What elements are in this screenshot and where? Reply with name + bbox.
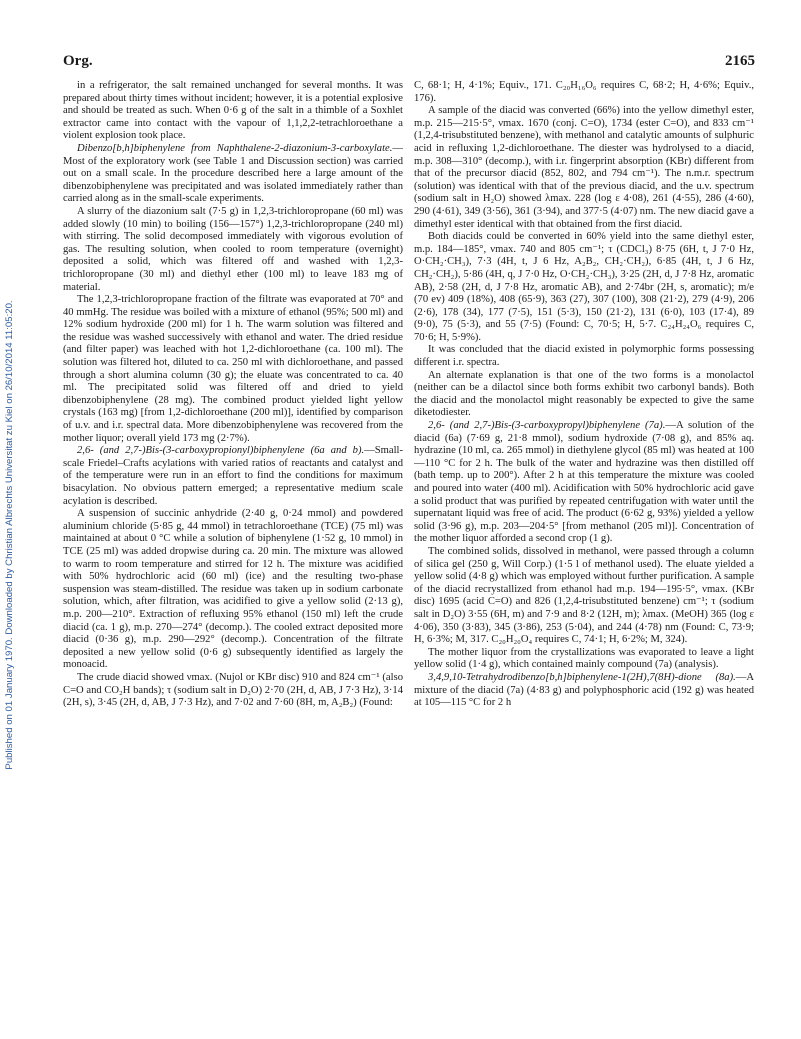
section-paragraph <box>63 445 403 508</box>
paragraph-text: Both diacids could be converted in 60% yield into the same diethyl ester, m.p. 184—185°, νmax. 740 and 805 cm⁻¹; τ (CDCl₃) 8·75 (6H, t, J 7·0 Hz, O·CH₂·CH₃), 7·3 (4H, t, J 6 Hz, A₂B₂, CH₂·CH₂), 6·85 (4H, t, J 6 Hz, CH₂·CH₂), 5·86 (4H, q, J 7·0 Hz, O·CH₂·CH₃), 3·25 (2H, d, J 7·8 Hz, aromatic AB), 2·58 (2H, d, J 7·8 Hz, aromatic AB), and 2·74br (2H, s, aromatic); m/e (70 ev) 409 (18%), 408 (65·9), 363 (27), 307 (100), 308 (21·2), 279 (4·9), 206 (2·6), 178 (34), 177 (7·5), 151 (5·3), 150 (21·2), 131 (6·0), 103 (17·4), 89 (9·0), 75 (5·3), and 55 (7·5) (Found: C, 70·5; H, 5·7. C₂₄H₂₄O₆ requires C, 70·6; H, 5·9%). <box>414 231 754 343</box>
paragraph-text: —A solution of the diacid (6a) (7·69 g, 21·8 mmol), sodium hydroxide (7·08 g), and 85% aq. hydrazine (10 ml, ca. 265 mmol) in diethylene glycol (85 ml) was heated at 100—110 °C for 2 h. The bulk of the water and hydrazine was then distilled off (bath temp. up to 200°). After 2 h at this temperature the mixture was cooled and poured into water (400 ml). Acidification with 50% hydrochloric acid gave a solid product that was purified by repeated centrifugation with water until the supernatant liquid was free of acid. The product (6·62 g, 93%) yielded a yellow solid (3·96 g), m.p. 203—204·5° [from methanol (205 ml)]. Concentration of the mother liquor afforded a second crop (1 g). <box>414 420 754 545</box>
paragraph <box>414 647 754 672</box>
paragraph-text: The mother liquor from the crystallizations was evaporated to leave a light yellow solid (1·4 g), which contained mainly compound (7a) (analysis). <box>414 646 754 671</box>
paragraph <box>414 370 754 420</box>
paragraph-text: A sample of the diacid was converted (66%) into the yellow dimethyl ester, m.p. 215—215·5°, νmax. 1670 (conj. C=O), 1734 (ester C=O), and 833 cm⁻¹ (1,2,4-trisubstituted benzene), with methanol and catalytic amounts of sulphuric acid in refluxing 1,2-dichloroethane. The diester was hydrolysed to a diacid, m.p. 308—310° (decomp.), with i.r. fingerprint absorption (KBr) different from that of the precursor diacid (852, 802, and 794 cm⁻¹). The n.m.r. spectrum (solution) was identical with that of the previous diacid, and the u.v. spectrum (sodium salt in H₂O) showed λmax. 228 (log ε 4·08), 261 (4·55), 286 (4·60), 290 (4·61), 349 (3·56), 361 (3·94), and 377·5 (4·07) nm. The new diacid gave a dimethyl ester identical with that obtained from the first diacid. <box>414 105 754 230</box>
section-paragraph <box>63 143 403 206</box>
paragraph <box>414 231 754 344</box>
paragraph-text: in a refrigerator, the salt remained unchanged for several months. It was prepared about thirty times without incident; however, it is a potential explosive and should be treated as such. When 0·6 g of the salt in a thimble of a Soxhlet extractor came into contact with the vapour of 1,1,2,2-tetrachloroethane a violent explosion took place. <box>63 80 403 142</box>
journal-section-label: Org. <box>63 53 93 69</box>
download-watermark <box>3 175 19 895</box>
section-paragraph <box>414 420 754 546</box>
paragraph-text: C, 68·1; H, 4·1%; Equiv., 171. C₂₀H₁₆O₆ requires C, 68·2; H, 4·6%; Equiv., 176). <box>414 80 754 104</box>
right-column <box>414 80 754 710</box>
paragraph-text: An alternate explanation is that one of the two forms is a monolactol (neither can be a dilactol since both forms exhibit two carbonyl bands). Both the diacid and the monolactol might reasonably be expected to give the same diketodiester. <box>414 369 754 419</box>
paragraph-text: It was concluded that the diacid existed in polymorphic forms possessing different i.r. spectra. <box>414 344 754 369</box>
section-heading: 2,6- (and 2,7-)Bis-(3-carboxypropionyl)biphenylene (6a and b). <box>77 445 365 457</box>
paragraph <box>414 105 754 231</box>
left-column <box>63 80 403 710</box>
paragraph-text: A suspension of succinic anhydride (2·40 g, 0·24 mmol) and powdered aluminium chloride (5·85 g, 44 mmol) in tetrachloroethane (TCE) (75 ml) was maintained at about 0 °C while a solution of biphenylene (1·52 g, 10 mmol) in TCE (25 ml) was added dropwise during ca. 20 min. The mixture was allowed to warm to room temperature and stirred for 12 h. The mixture was acidified with 50% hydrochloric acid (60 ml) (ice) and the resulting two-phase suspension was steam-distilled. The residue was taken up in sodium carbonate solution, which, after filtration, was acidified to give a yellow solid (2·13 g), m.p. 200—210°. Extraction of refluxing 95% ethanol (150 ml) left the crude diacid (ca. 1 g), m.p. 270—274° (decomp.). The cooled extract deposited more diacid (0·36 g), m.p. 290—292° (decomp.). Concentration of the filtrate deposited a new yellow solid (0·6 g) subsequently identified as largely the monoacid. <box>63 508 403 671</box>
paragraph <box>414 546 754 647</box>
paragraph <box>63 672 403 710</box>
section-heading: 3,4,9,10-Tetrahydrodibenzo[b,h]biphenylene-1(2H),7(8H)-dione (8a). <box>428 671 736 683</box>
paragraph <box>414 80 754 105</box>
paragraph-text: The 1,2,3-trichloropropane fraction of the filtrate was evaporated at 70° and 40 mmHg. The residue was boiled with a mixture of ethanol (95%; 500 ml) and 12% sodium hydroxide (200 ml) for 1 h. The warm solution was filtered and the residue was washed successively with ethanol and water. The dried residue (and filter paper) was leached with hot 1,2-dichloroethane (ca. 100 ml). The solution was filtered hot, diluted to ca. 250 ml with dichloroethane, and passed through a short alumina column (30 g); the eluate was concentrated to ca. 40 ml. The precipitated solid was filtered off and dried to yield dibenzobiphenylene (28 mg). The combined product yielded light yellow crystals (163 mg) [from 1,2-dichloroethane (200 ml)], identified by comparison of u.v. and i.r. spectral data. More dibenzobiphenylene was recovered from the mother liquor; overall yield 173 mg (2·7%). <box>63 294 403 444</box>
paragraph <box>63 80 403 143</box>
paragraph-text: —A mixture of the diacid (7a) (4·83 g) and polyphosphoric acid (192 g) was heated at 105—115 °C for 2 h <box>414 671 754 709</box>
paragraph <box>63 508 403 672</box>
paragraph-text: The combined solids, dissolved in methanol, were passed through a column of silica gel (250 g, Will Corp.) (1·5 l of methanol used). The eluate yielded a yellow solid (4·8 g) which was employed without further purification. A sample of the diacid recrystallized from ethanol had m.p. 194—195·5°, νmax. (KBr disc) 1695 (acid C=O) and 826 (1,2,4-trisubstituted benzene) cm⁻¹; τ (sodium salt in D₂O) 3·55 (6H, m) and 7·9 and 8·2 (12H, m); λmax. (MeOH) 365 (log ε 4·06), 350 (3·83), 345 (3·86), 253 (5·04), and 244 (4·78) nm (Found: C, 73·9; H, 6·3%; M, 317. C₂₀H₂₀O₄ requires C, 74·1; H, 6·2%; M, 324). <box>414 545 754 646</box>
paragraph <box>63 206 403 294</box>
paragraph-text: A slurry of the diazonium salt (7·5 g) in 1,2,3-trichloropropane (60 ml) was added slowly (10 min) to boiling (156—157°) 1,2,3-trichloropropane (240 ml) with stirring. The solid decomposed immediately with vigorous evolution of gas. The resulting solution, when cooled to room temperature (overnight) deposited a solid, which was filtered off and washed with 1,2,3-trichloropropane (30 ml) and diethyl ether (100 ml) to leave 183 mg of material. <box>63 205 403 293</box>
watermark-text: Published on 01 January 1970. Downloaded by Christian Albrechts Universitat zu Kiel on 26/10/2014 11:05:20. <box>4 300 15 770</box>
paragraph-text: —Small-scale Friedel–Crafts acylations with varied ratios of reactants and catalyst and of the temperature were run in an effort to find the conditions for maximum bisacylation. No obvious pattern emerged; a representative medium scale acylation is described. <box>63 445 403 507</box>
section-paragraph <box>414 672 754 710</box>
page-number: 2165 <box>725 53 755 69</box>
section-heading: Dibenzo[b,h]biphenylene from Naphthalene-2-diazonium-3-carboxylate. <box>77 142 393 154</box>
paragraph-text: The crude diacid showed νmax. (Nujol or KBr disc) 910 and 824 cm⁻¹ (also C=O and CO₂H bands); τ (sodium salt in D₂O) 2·70 (2H, d, AB, J 7·3 Hz), 3·14 (2H, s), 3·45 (2H, d, AB, J 7·3 Hz), and 7·02 and 7·60 (8H, m, A₂B₂) (Found: <box>63 671 403 709</box>
paragraph <box>414 344 754 369</box>
paragraph-text: —Most of the exploratory work (see Table 1 and Discussion section) was carried out on a small scale. In the procedure described here a large amount of the dibenzobiphenylene was precipitated and was isolated immediately rather than carried along as in the small-scale experiments. <box>63 142 403 205</box>
paragraph <box>63 294 403 445</box>
section-heading: 2,6- (and 2,7-)Bis-(3-carboxypropyl)biphenylene (7a). <box>428 420 666 432</box>
